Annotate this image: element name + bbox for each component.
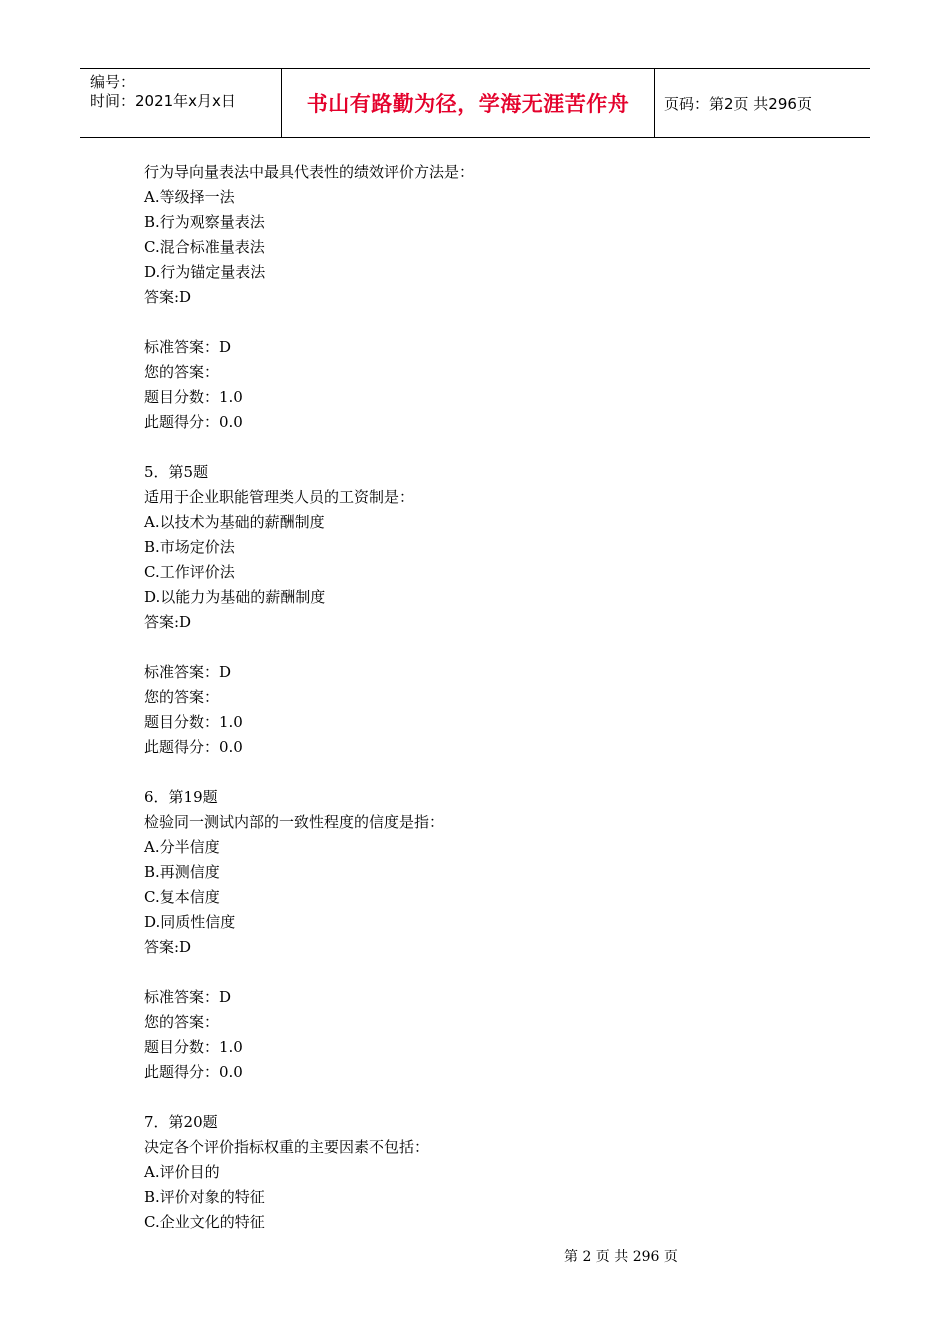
blank-line xyxy=(144,1085,844,1110)
text-line: 标准答案：D xyxy=(144,338,232,356)
text-line: 此题得分：0.0 xyxy=(144,1063,243,1081)
text-line: C.企业文化的特征 xyxy=(144,1213,265,1231)
blank-line xyxy=(144,435,844,460)
header-divider xyxy=(654,69,655,137)
text-line: 6．第19题 xyxy=(144,788,218,806)
text-line: A.以技术为基础的薪酬制度 xyxy=(144,513,325,531)
blank-line xyxy=(144,310,844,335)
blank-line xyxy=(144,760,844,785)
text-line: 此题得分：0.0 xyxy=(144,413,243,431)
document-number-label: 编号： xyxy=(90,73,136,91)
text-line: 答案:D xyxy=(144,938,192,956)
blank-line xyxy=(144,635,844,660)
text-line: 5．第5题 xyxy=(144,463,209,481)
page-footer: 第 2 页 共 296 页 xyxy=(564,1249,678,1265)
text-line: 您的答案： xyxy=(144,688,220,706)
text-line: C.工作评价法 xyxy=(144,563,235,581)
text-line: C.复本信度 xyxy=(144,888,220,906)
text-line: B.再测信度 xyxy=(144,863,220,881)
text-line: B.行为观察量表法 xyxy=(144,213,265,231)
header-meta xyxy=(80,69,281,137)
text-line: A.等级择一法 xyxy=(144,188,235,206)
text-line: 答案:D xyxy=(144,613,192,631)
text-line: 检验同一测试内部的一致性程度的信度是指： xyxy=(144,813,445,831)
text-line: 题目分数：1.0 xyxy=(144,713,243,731)
text-line: 行为导向量表法中最具代表性的绩效评价方法是： xyxy=(144,163,475,181)
text-line: 题目分数：1.0 xyxy=(144,388,243,406)
text-line: 您的答案： xyxy=(144,1013,220,1031)
text-line: 适用于企业职能管理类人员的工资制是： xyxy=(144,488,415,506)
text-line: B.评价对象的特征 xyxy=(144,1188,265,1206)
page-header xyxy=(80,68,870,138)
document-time-label: 时间：2021年x月x日 xyxy=(90,92,236,110)
text-line: 7．第20题 xyxy=(144,1113,218,1131)
text-line: A.评价目的 xyxy=(144,1163,220,1181)
text-line: D.行为锚定量表法 xyxy=(144,263,266,281)
text-line: 您的答案： xyxy=(144,363,220,381)
header-page-info: 页码：第2页 共296页 xyxy=(664,95,812,113)
text-line: B.市场定价法 xyxy=(144,538,235,556)
text-line: A.分半信度 xyxy=(144,838,220,856)
text-line: 此题得分：0.0 xyxy=(144,738,243,756)
text-line: D.以能力为基础的薪酬制度 xyxy=(144,588,326,606)
text-line: 决定各个评价指标权重的主要因素不包括： xyxy=(144,1138,430,1156)
text-line: 标准答案：D xyxy=(144,988,232,1006)
text-line: 答案:D xyxy=(144,288,192,306)
header-motto: 书山有路勤为径，学海无涯苦作舟 xyxy=(306,92,630,116)
text-line: 题目分数：1.0 xyxy=(144,1038,243,1056)
text-line: D.同质性信度 xyxy=(144,913,236,931)
text-line: C.混合标准量表法 xyxy=(144,238,265,256)
text-line: 标准答案：D xyxy=(144,663,232,681)
question-content xyxy=(144,160,844,1235)
blank-line xyxy=(144,960,844,985)
